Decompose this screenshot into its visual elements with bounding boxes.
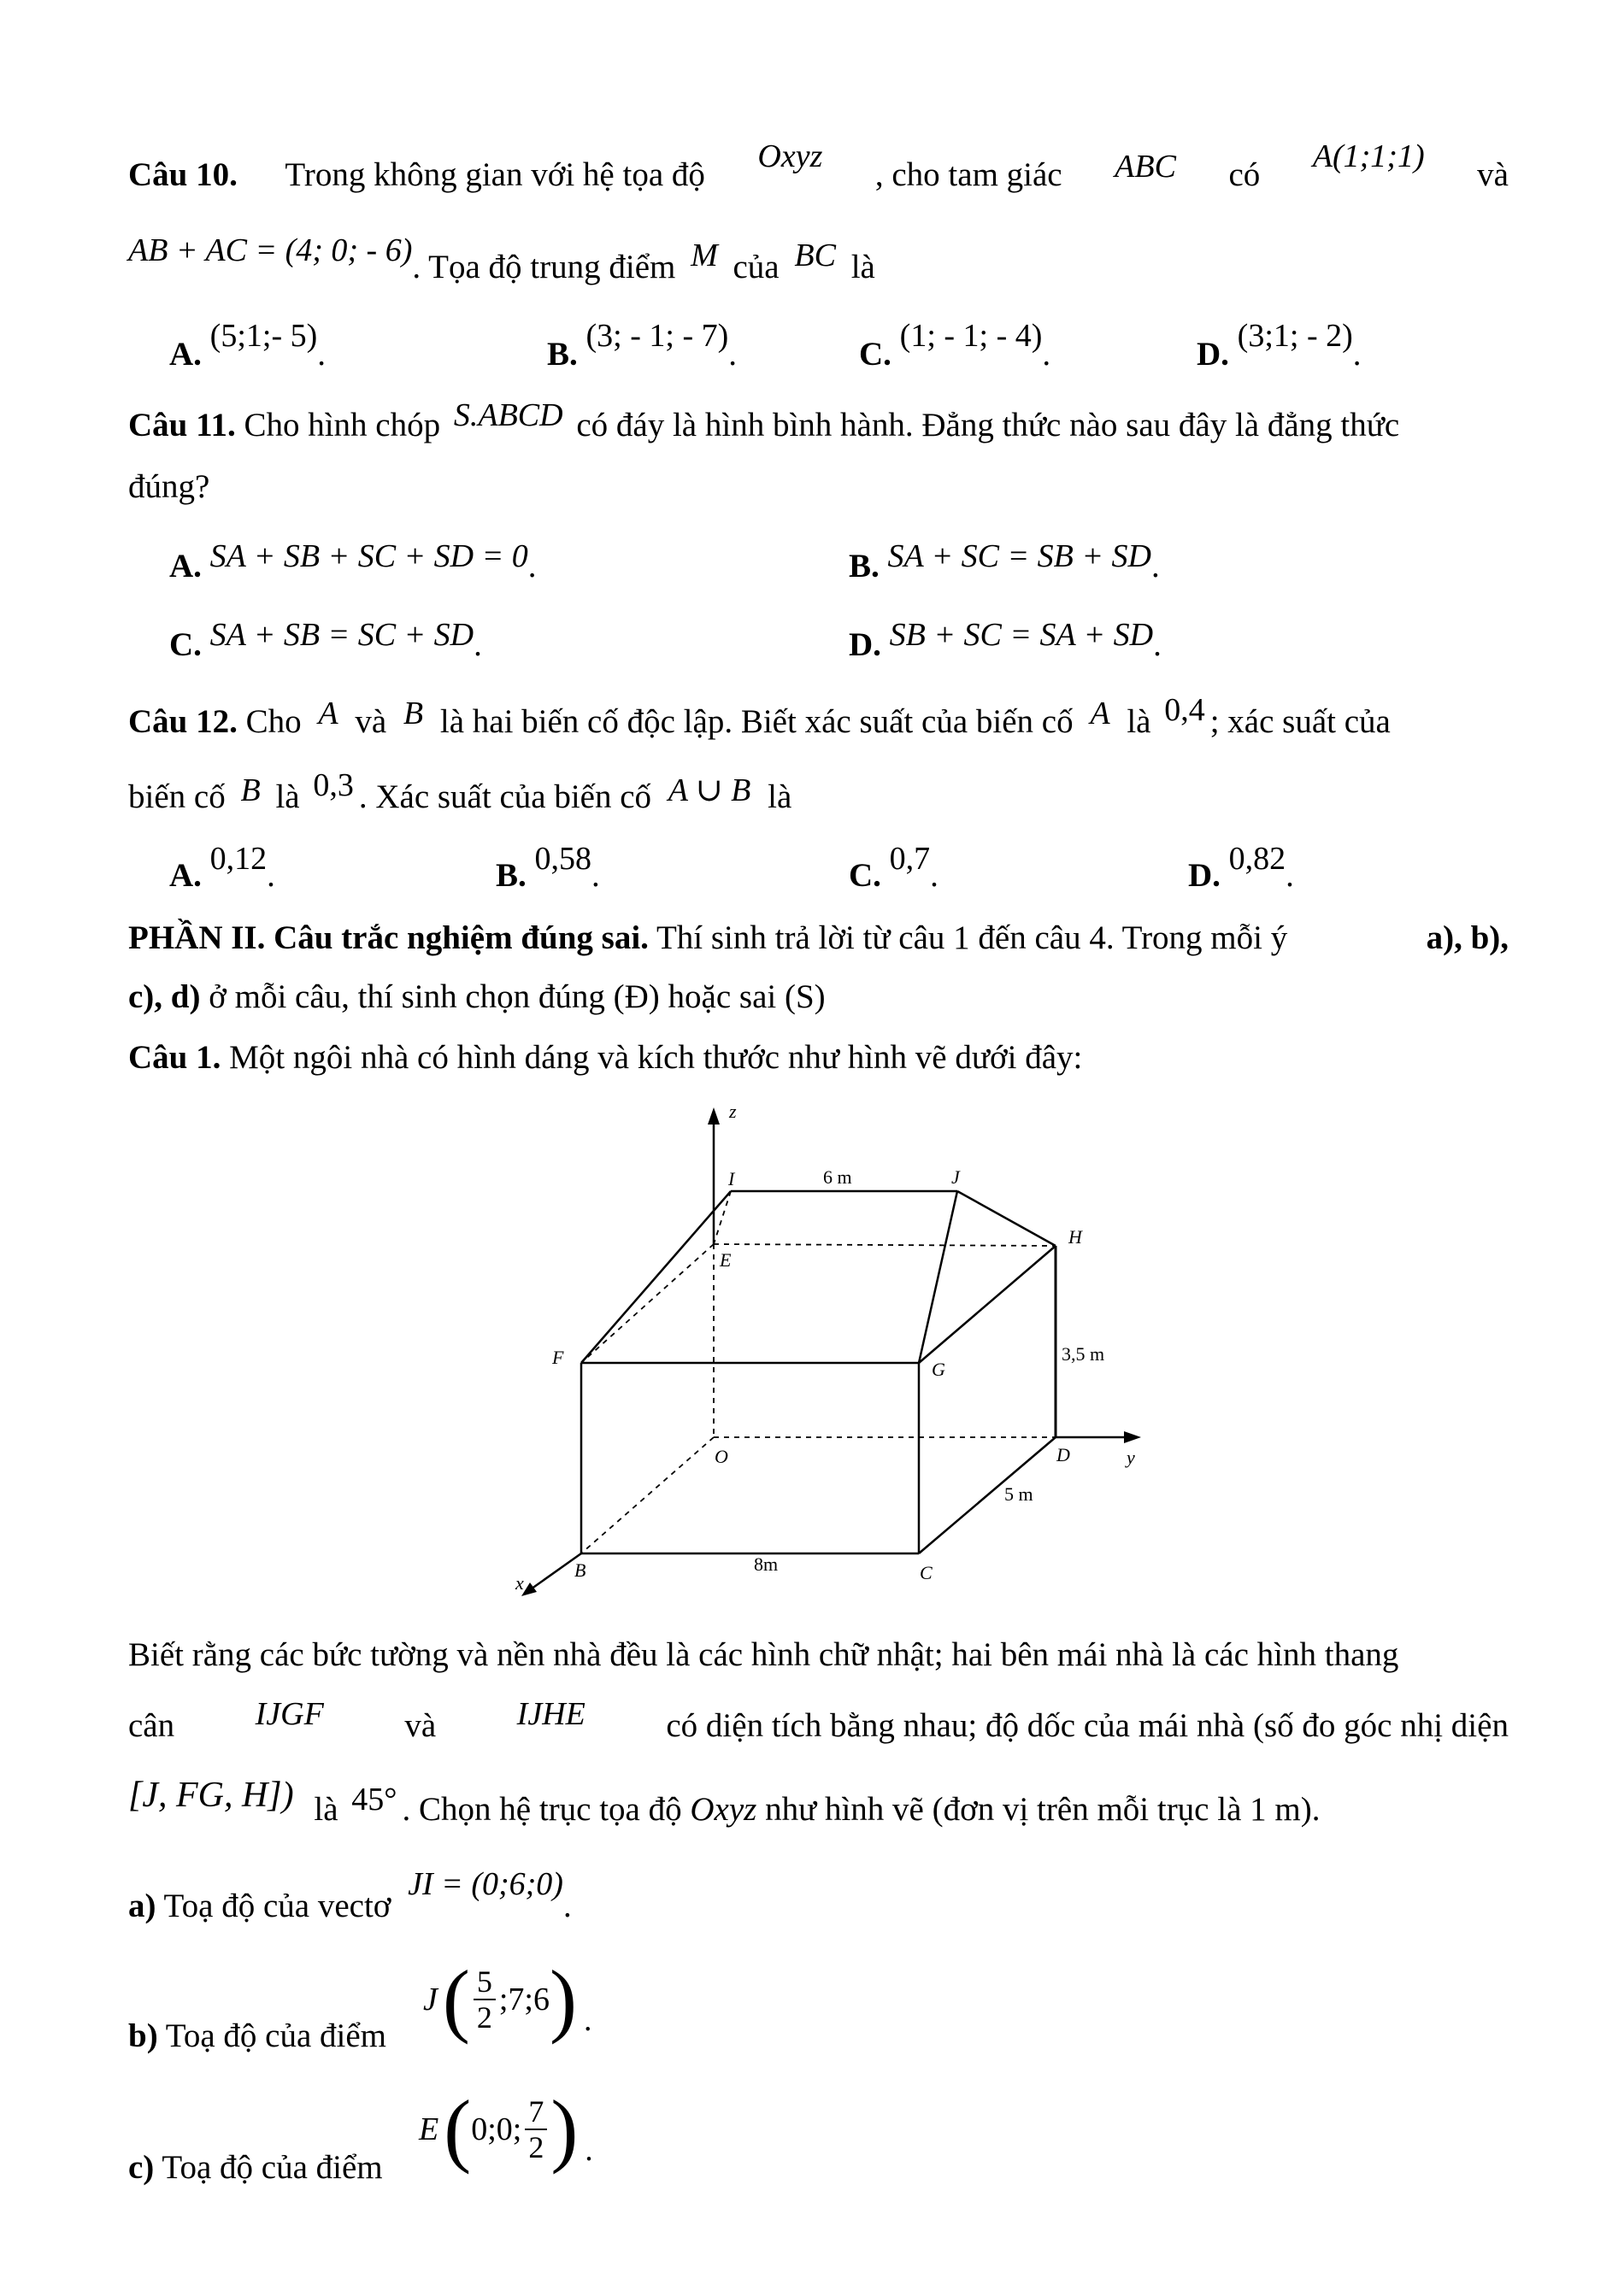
q1-c-point: E	[419, 2111, 439, 2147]
q1-text: như hình vẽ (đơn vị trên mỗi trục là 1 m).	[765, 1791, 1321, 1828]
dim-depth: 5 m	[1004, 1483, 1033, 1505]
part2-line2	[128, 976, 826, 1019]
q1-text: là	[314, 1791, 338, 1828]
label-z: z	[729, 1101, 737, 1122]
option-letter: C.	[859, 336, 891, 373]
q12-text: là hai biến cố độc lập. Biết xác suất của biến cố	[439, 703, 1074, 740]
q12-option-d[interactable]: D. 0,82.	[1188, 841, 1294, 894]
item-text: Toạ độ của vectơ	[163, 1888, 391, 1924]
house-figure	[479, 1094, 1162, 1606]
q10-oxyz: Oxyz	[757, 138, 823, 174]
option-letter: B.	[849, 548, 880, 584]
q12-b: B	[403, 696, 424, 731]
q1-c-coord: E ( 0;0; $\frac{7}{2}$ ) .	[419, 2083, 593, 2175]
q10-text: Trong không gian với hệ tọa độ	[285, 156, 705, 193]
q12-text: và	[355, 703, 387, 740]
q1-oxyz: Oxyz	[690, 1791, 757, 1828]
q11-option-a[interactable]: A. SA + SB + SC + SD = 0.	[169, 538, 537, 584]
q10-text: và	[1477, 156, 1509, 193]
option-letter: D.	[1188, 857, 1221, 894]
part2-text: ở mỗi câu, thí sinh chọn đúng (Đ) hoặc sai (S)	[209, 978, 826, 1015]
q10-abc: ABC	[1115, 149, 1176, 185]
q1-b-rest: ;7;6	[498, 1982, 550, 2017]
q12-line2	[128, 767, 792, 819]
q1-paragraph-line3	[128, 1776, 1321, 1831]
z-axis-arrow	[708, 1107, 720, 1125]
option-value: (3;1; - 2)	[1237, 318, 1353, 354]
q12-text: . Xác suất của biến cố	[358, 778, 652, 815]
q12-text: biến cố	[128, 778, 226, 815]
q10-m: M	[691, 238, 718, 273]
q1-ijhe: IJHE	[516, 1696, 585, 1732]
q11-line2: đúng?	[128, 468, 210, 505]
q10-bc: BC	[794, 238, 836, 273]
q1-line1	[128, 1036, 1082, 1079]
q11-option-b[interactable]: B. SA + SC = SB + SD.	[849, 538, 1160, 584]
q12-option-b[interactable]: B. 0,58.	[496, 841, 600, 894]
q11-sabcd: S.ABCD	[453, 397, 563, 433]
q1-dihedral: [J, FG, H])	[128, 1776, 294, 1815]
q1-c-prefix: 0;0;	[471, 2111, 522, 2147]
label-f: F	[552, 1347, 564, 1368]
dim-top: 6 m	[823, 1166, 852, 1188]
option-letter: D.	[1197, 336, 1229, 373]
paren-left: (	[444, 2083, 472, 2175]
option-letter: B.	[496, 857, 527, 894]
option-value: (1; - 1; - 4)	[899, 318, 1043, 354]
q12-text: là	[768, 778, 792, 815]
label-c: C	[920, 1562, 933, 1583]
q10-option-c[interactable]: C. (1; - 1; - 4).	[859, 318, 1051, 373]
numerator: 7	[525, 2094, 547, 2130]
q1-paragraph-line2	[128, 1696, 1509, 1747]
fraction	[474, 1964, 496, 2035]
option-value: (5;1;- 5)	[209, 318, 318, 354]
q1-text: . Chọn hệ trục tọa độ	[402, 1791, 682, 1828]
q1-text: cân	[128, 1707, 175, 1744]
q10-text: của	[733, 249, 780, 285]
q11-option-c[interactable]: C. SA + SB = SC + SD.	[169, 617, 482, 663]
option-value: SA + SB = SC + SD	[209, 617, 474, 653]
q11-text: Cho hình chóp	[244, 407, 441, 443]
option-value: 0,58	[534, 841, 592, 877]
q11-option-d[interactable]: D. SB + SC = SA + SD.	[849, 617, 1162, 663]
y-axis-arrow	[1124, 1431, 1141, 1443]
q11-label: Câu 11.	[128, 407, 236, 443]
q1-paragraph-line1: Biết rằng các bức tường và nền nhà đều là các hình chữ nhật; hai bên mái nhà là các hình thang	[128, 1636, 1399, 1673]
q1-text: và	[404, 1707, 437, 1744]
q12-aub: A ∪ B	[668, 772, 751, 808]
q1-b-coord: J ( $\frac{5}{2}$ ;7;6 ) .	[423, 1953, 592, 2045]
q1-b-point: J	[423, 1982, 438, 2017]
label-b: B	[574, 1559, 586, 1581]
part2-items: c), d)	[128, 978, 201, 1015]
q12-text: ; xác suất của	[1209, 703, 1391, 740]
fraction	[525, 2094, 547, 2164]
q11-text: có đáy là hình bình hành. Đẳng thức nào sau đây là đẳng thức	[576, 407, 1400, 443]
paren-right: )	[549, 1953, 577, 2045]
option-letter: C.	[169, 626, 202, 663]
option-letter: A.	[169, 548, 202, 584]
option-letter: B.	[547, 336, 578, 373]
part2-title: PHẦN II. Câu trắc nghiệm đúng sai.	[128, 919, 649, 956]
item-label: b)	[128, 2017, 158, 2054]
q12-pb: 0,3	[313, 767, 354, 803]
q12-pa: 0,4	[1164, 692, 1205, 728]
q1-ijgf: IJGF	[255, 1696, 324, 1732]
option-value: 0,12	[209, 841, 268, 877]
q1-label: Câu 1.	[128, 1039, 221, 1076]
q12-b: B	[240, 772, 261, 808]
part2-text: Thí sinh trả lời từ câu 1 đến câu 4. Trong mỗi ý	[656, 919, 1288, 956]
q12-option-a[interactable]: A. 0,12.	[169, 841, 275, 894]
q1-text: Một ngôi nhà có hình dáng và kích thước như hình vẽ dưới đây:	[229, 1039, 1083, 1076]
q12-a: A	[1090, 696, 1110, 731]
option-value: SB + SC = SA + SD	[889, 617, 1154, 653]
label-x: x	[515, 1572, 524, 1594]
label-d: D	[1056, 1444, 1070, 1465]
q10-text: . Tọa độ trung điểm	[412, 249, 676, 285]
option-letter: C.	[849, 857, 881, 894]
denominator: 2	[476, 2000, 492, 2035]
item-text: Toạ độ của điểm	[162, 2149, 383, 2186]
q10-option-b[interactable]: B. (3; - 1; - 7).	[547, 318, 737, 373]
option-value: 0,82	[1228, 841, 1286, 877]
dim-height: 3,5 m	[1062, 1343, 1105, 1365]
q12-option-c[interactable]: C. 0,7.	[849, 841, 939, 894]
q10-line2	[128, 232, 875, 289]
option-value: (3; - 1; - 7)	[585, 318, 729, 354]
q1-item-c[interactable]	[128, 2146, 383, 2189]
option-value: SA + SB + SC + SD = 0	[209, 538, 528, 574]
q1-a-value: JI = (0;6;0)	[408, 1866, 563, 1902]
label-y: y	[1127, 1447, 1135, 1468]
q11-line1	[128, 397, 1400, 447]
part2-items: a), b),	[1426, 919, 1509, 956]
option-letter: A.	[169, 336, 202, 373]
numerator: 5	[474, 1964, 496, 2000]
label-j: J	[951, 1166, 960, 1188]
q10-label: Câu 10.	[128, 156, 238, 193]
q10-option-a[interactable]: A. (5;1;- 5).	[169, 318, 326, 373]
q1-item-b[interactable]	[128, 2015, 386, 2058]
paren-left: (	[442, 1953, 470, 2045]
denominator: 2	[528, 2130, 544, 2164]
dim-width: 8m	[754, 1553, 779, 1575]
q10-text: , cho tam giác	[874, 156, 1062, 193]
option-letter: A.	[169, 857, 202, 894]
q1-angle: 45°	[351, 1782, 397, 1817]
part2-line1	[128, 917, 1509, 960]
q1-item-a[interactable]: a) Toạ độ của vectơ JI = (0;6;0).	[128, 1866, 572, 1924]
q10-text: có	[1228, 156, 1261, 193]
q12-text: là	[275, 778, 300, 815]
paren-right: )	[550, 2083, 579, 2175]
q10-vector-sum: AB + AC = (4; 0; - 6)	[128, 232, 413, 268]
label-e: E	[720, 1249, 732, 1271]
item-label: a)	[128, 1888, 156, 1924]
q10-point-a: A(1;1;1)	[1312, 138, 1425, 174]
q12-a: A	[318, 696, 338, 731]
q12-text: Cho	[245, 703, 302, 740]
q12-line1	[128, 692, 1391, 743]
q1-text: có diện tích bằng nhau; độ dốc của mái nhà (số đo góc nhị diện	[666, 1707, 1509, 1744]
option-value: SA + SC = SB + SD	[887, 538, 1151, 574]
option-letter: D.	[849, 626, 881, 663]
q10-option-d[interactable]: D. (3;1; - 2).	[1197, 318, 1362, 373]
option-value: 0,7	[889, 841, 931, 877]
q12-label: Câu 12.	[128, 703, 238, 740]
label-g: G	[932, 1359, 945, 1380]
q10-text: là	[850, 249, 875, 285]
label-o: O	[715, 1446, 728, 1467]
label-i: I	[728, 1168, 735, 1189]
q10-line1	[128, 138, 1509, 197]
item-label: c)	[128, 2149, 155, 2186]
q12-text: là	[1127, 703, 1151, 740]
item-text: Toạ độ của điểm	[165, 2017, 386, 2054]
label-h: H	[1068, 1226, 1082, 1248]
